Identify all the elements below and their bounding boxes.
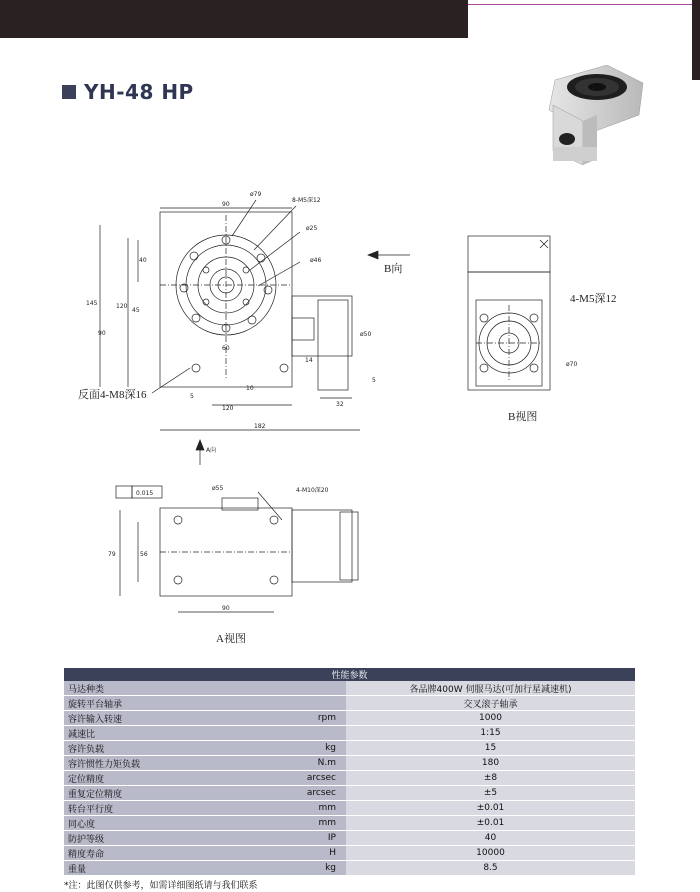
spec-unit: mm bbox=[242, 816, 346, 831]
a-view-w90: 90 bbox=[222, 605, 230, 612]
dim-w90: 90 bbox=[222, 201, 230, 208]
dim-h45: 45 bbox=[132, 307, 140, 314]
spec-name: 精度寿命 bbox=[64, 846, 242, 861]
dim-d46: ø46 bbox=[310, 257, 322, 264]
spec-name: 减速比 bbox=[64, 726, 242, 741]
dim-d79: ø79 bbox=[250, 191, 262, 198]
dim-h40: 40 bbox=[139, 257, 147, 264]
spec-unit: H bbox=[242, 846, 346, 861]
dim-w5: 5 bbox=[190, 393, 194, 400]
spec-row bbox=[64, 771, 635, 786]
product-title-text: YH-48 HP bbox=[84, 80, 194, 104]
a-view-flatness: 0.015 bbox=[136, 490, 154, 497]
motor-body bbox=[318, 300, 348, 390]
spec-row bbox=[64, 816, 635, 831]
spec-row bbox=[64, 831, 635, 846]
dim-w182: 182 bbox=[254, 423, 266, 430]
motor-flange bbox=[292, 296, 352, 356]
spec-name: 同心度 bbox=[64, 816, 242, 831]
dim-w5b: 5 bbox=[372, 377, 376, 384]
spec-value: 15 bbox=[346, 741, 635, 756]
spec-value: 40 bbox=[346, 831, 635, 846]
spec-value: 交叉滚子轴承 bbox=[346, 696, 635, 711]
back-holes-label: 反面4-M8深16 bbox=[78, 389, 147, 401]
spec-unit bbox=[242, 696, 346, 711]
spec-value: 10000 bbox=[346, 846, 635, 861]
spec-name: 旋转平台轴承 bbox=[64, 696, 242, 711]
spec-table bbox=[64, 668, 635, 876]
b-direction-label: B向 bbox=[384, 263, 403, 275]
dim-d25: ø25 bbox=[306, 225, 318, 232]
spec-name: 马达种类 bbox=[64, 681, 242, 696]
dim-d50: ø50 bbox=[360, 331, 372, 338]
spec-value: 1:15 bbox=[346, 726, 635, 741]
dim-w10: 10 bbox=[246, 385, 254, 392]
spec-unit bbox=[242, 681, 346, 696]
spec-row bbox=[64, 846, 635, 861]
spec-value: ±8 bbox=[346, 771, 635, 786]
spec-name: 重量 bbox=[64, 861, 242, 876]
spec-row bbox=[64, 681, 635, 696]
spec-unit: arcsec bbox=[242, 771, 346, 786]
spec-row bbox=[64, 696, 635, 711]
spec-row bbox=[64, 801, 635, 816]
spec-name: 容许惯性力矩负载 bbox=[64, 756, 242, 771]
spec-value: 各品牌400W 伺服马达(可加行星减速机) bbox=[346, 681, 635, 696]
spec-unit: kg bbox=[242, 861, 346, 876]
spec-name: 定位精度 bbox=[64, 771, 242, 786]
dim-w120: 120 bbox=[222, 405, 234, 412]
spec-name: 转台平行度 bbox=[64, 801, 242, 816]
spec-name: 容许输入转速 bbox=[64, 711, 242, 726]
dim-h145: 145 bbox=[86, 300, 98, 307]
spec-unit: mm bbox=[242, 801, 346, 816]
a-direction-label: A向 bbox=[206, 447, 217, 454]
dim-m5-top: 8-M5深12 bbox=[292, 197, 321, 204]
b-view-d70-label: ø70 bbox=[566, 361, 578, 368]
spec-row bbox=[64, 711, 635, 726]
footnote: *注：此图仅供参考，如需详细图纸请与我们联系 bbox=[64, 881, 258, 891]
spec-value: 1000 bbox=[346, 711, 635, 726]
spec-row bbox=[64, 861, 635, 876]
dim-w60: 60 bbox=[222, 345, 230, 352]
spec-value: 180 bbox=[346, 756, 635, 771]
dim-w32: 32 bbox=[336, 401, 344, 408]
spec-table-header: 性能参数 bbox=[64, 668, 635, 681]
spec-name: 容许负载 bbox=[64, 741, 242, 756]
a-view-caption: A视图 bbox=[216, 633, 246, 645]
spec-row bbox=[64, 726, 635, 741]
dim-w14: 14 bbox=[305, 357, 313, 364]
spec-row bbox=[64, 756, 635, 771]
a-view-d55: ø55 bbox=[212, 485, 224, 492]
spec-row bbox=[64, 741, 635, 756]
spec-unit: arcsec bbox=[242, 786, 346, 801]
spec-unit: IP bbox=[242, 831, 346, 846]
spec-unit: rpm bbox=[242, 711, 346, 726]
spec-name: 重复定位精度 bbox=[64, 786, 242, 801]
b-view-caption: B视图 bbox=[508, 411, 538, 423]
spec-row bbox=[64, 786, 635, 801]
dim-h90: 90 bbox=[98, 330, 106, 337]
dim-h120: 120 bbox=[116, 303, 128, 310]
a-view-m10: 4-M10深20 bbox=[296, 487, 329, 494]
spec-value: ±0.01 bbox=[346, 801, 635, 816]
a-view-h79: 79 bbox=[108, 551, 116, 558]
spec-value: ±0.01 bbox=[346, 816, 635, 831]
spec-name: 防护等级 bbox=[64, 831, 242, 846]
spec-value: ±5 bbox=[346, 786, 635, 801]
spec-table-body bbox=[64, 681, 635, 876]
a-view-h56: 56 bbox=[140, 551, 148, 558]
spec-unit: N.m bbox=[242, 756, 346, 771]
spec-unit bbox=[242, 726, 346, 741]
b-view-m5-label: 4-M5深12 bbox=[570, 293, 617, 305]
b-view-top bbox=[468, 236, 550, 272]
spec-unit: kg bbox=[242, 741, 346, 756]
spec-value: 8.5 bbox=[346, 861, 635, 876]
